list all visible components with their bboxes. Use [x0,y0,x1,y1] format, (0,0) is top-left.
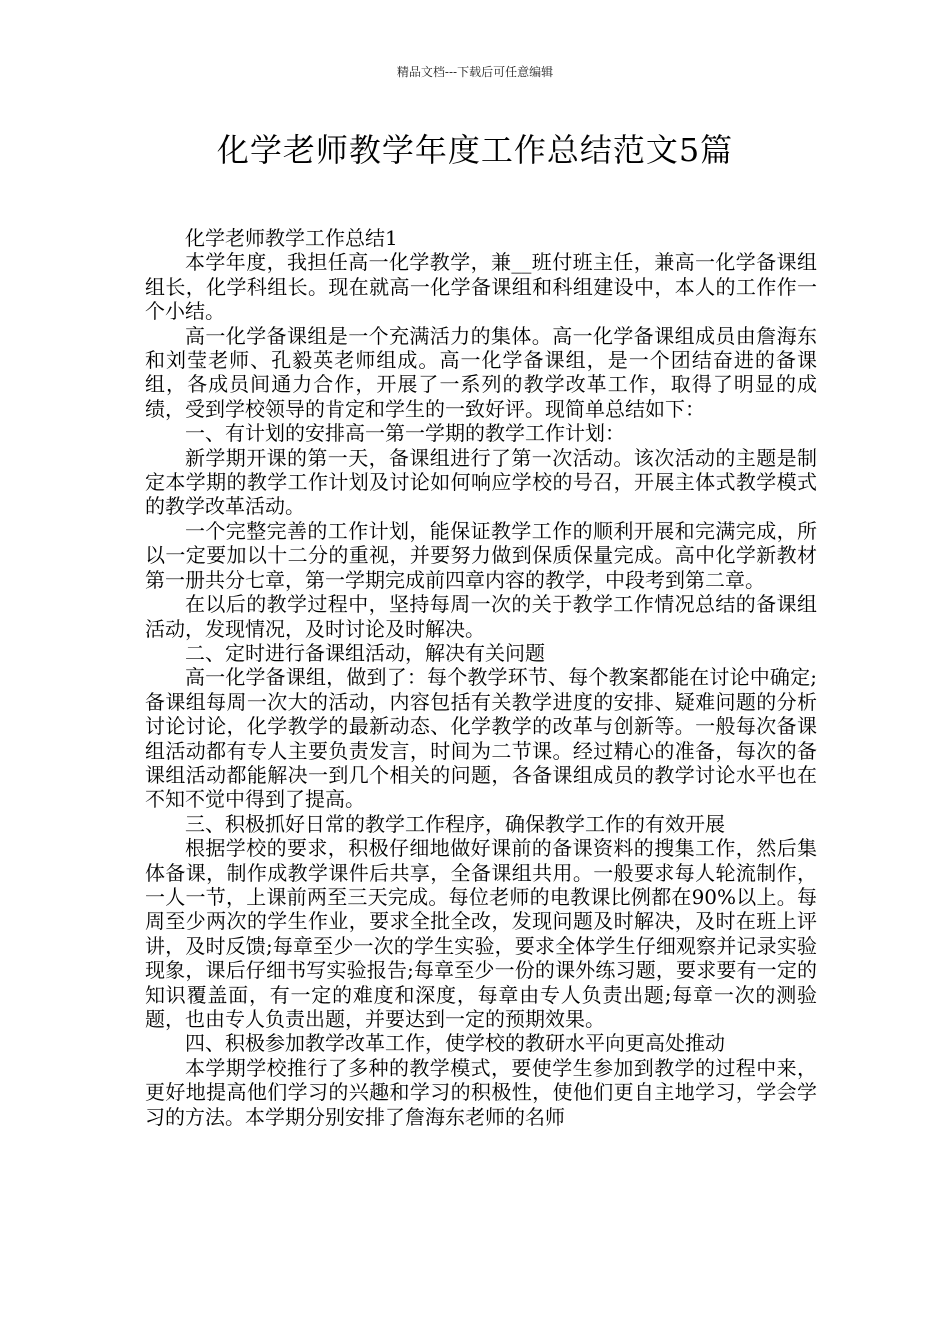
paragraph-team: 高一化学备课组是一个充满活力的集体。高一化学备课组成员由詹海东和刘莹老师、孔毅英老师组成。高一化学备课组，是一个团结奋进的备课组，各成员间通力合作，开展了一系列的教学改革工作，取得了明显的成绩，受到学校领导的肯定和学生的一致好评。现简单总结如下： [145,323,817,421]
paragraph-daily-work: 根据学校的要求，积极仔细地做好课前的备课资料的搜集工作，然后集体备课，制作成教学课件后共享，全备课组共用。一般要求每人轮流制作，一人一节，上课前两至三天完成。每位老师的电教课比例都在90%以上。每周至少两次的学生作业，要求全批全改，发现问题及时解决，及时在班上评讲，及时反馈;每章至少一次的学生实验，要求全体学生仔细观察并记录实验现象，课后仔细书写实验报告;每章至少一份的课外练习题，要求要有一定的知识覆盖面，有一定的难度和深度，每章由专人负责出题;每章一次的测验题，也由专人负责出题，并要达到一定的预期效果。 [145,836,817,1031]
paragraph-reform: 本学期学校推行了多种的教学模式，要使学生参加到教学的过程中来，更好地提高他们学习的兴趣和学习的积极性，使他们更自主地学习，学会学习的方法。本学期分别安排了詹海东老师的名师 [145,1055,817,1129]
document-title: 化学老师教学年度工作总结范文5篇 [216,131,734,169]
document-body [145,226,817,1129]
section-heading-reform: 四、积极参加教学改革工作，使学校的教研水平向更高处推动 [185,1031,725,1056]
page-header: 精品文档---下载后可任意编辑 [396,65,554,79]
section-heading-daily-work: 三、积极抓好日常的教学工作程序，确保教学工作的有效开展 [185,811,725,836]
section-heading-summary-1: 化学老师教学工作总结1 [185,226,398,250]
paragraph-first-activity: 新学期开课的第一天，备课组进行了第一次活动。该次活动的主题是制定本学期的教学工作计划及讨论如何响应学校的号召，开展主体式教学模式的教学改革活动。 [145,445,817,519]
section-heading-activities: 二、定时进行备课组活动，解决有关问题 [185,640,545,665]
paragraph-activities: 高一化学备课组，做到了：每个教学环节、每个教案都能在讨论中确定;备课组每周一次大的活动，内容包括有关教学进度的安排、疑难问题的分析讨论讨论，化学教学的最新动态、化学教学的改革与创新等。一般每次备课组活动都有专人主要负责发言，时间为二节课。经过精心的准备，每次的备课组活动都能解决一到几个相关的问题，各备课组成员的教学讨论水平也在不知不觉中得到了提高。 [145,665,817,812]
paragraph-work-plan: 一个完整完善的工作计划，能保证教学工作的顺利开展和完满完成，所以一定要加以十二分的重视，并要努力做到保质保量完成。高中化学新教材第一册共分七章，第一学期完成前四章内容的教学，中段考到第二章。 [145,518,817,592]
section-heading-plan: 一、有计划的安排高一第一学期的教学工作计划： [185,421,625,446]
paragraph-intro: 本学年度，我担任高一化学教学，兼__班付班主任，兼高一化学备课组组长，化学科组长。现在就高一化学备课组和科组建设中，本人的工作作一个小结。 [145,250,817,324]
paragraph-weekly-summary: 在以后的教学过程中，坚持每周一次的关于教学工作情况总结的备课组活动，发现情况，及时讨论及时解决。 [145,592,817,641]
